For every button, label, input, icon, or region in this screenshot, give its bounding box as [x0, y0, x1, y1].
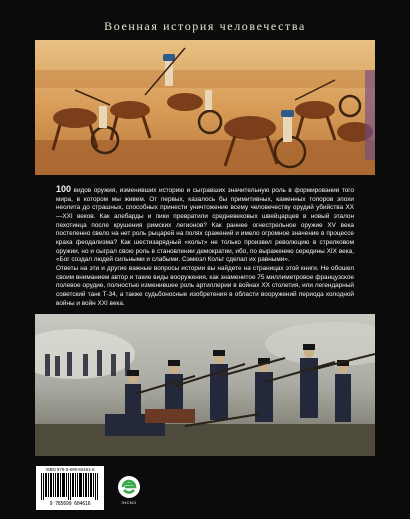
barcode-panel: [36, 466, 104, 510]
chariot-battle-illustration: [35, 40, 375, 175]
blurb-paragraph-2: Ответы на эти и другие важные вопросы истории вы найдете на страницах этой книги. Не обошел своим вниманием автор и такие виды вооружения, как знаменитое 75 миллиметровое французское полевое орудие, полностью изменившее роль артиллерии в войнах XX столетия, или легендарный советский танк Т-34, а также судьбоносные изобретения в области вооружений периода холодной войны и войн XXI века.: [56, 264, 354, 307]
isbn-number: ISBN 978-5-699-60461-6: [45, 467, 95, 472]
eksmo-logo-icon: [112, 475, 146, 501]
publisher-name: ЭКСМО: [121, 501, 137, 505]
barcode-bars: [41, 473, 99, 500]
lead-number: 100: [56, 184, 72, 194]
book-description: [56, 185, 354, 308]
infantry-battle-illustration: [35, 314, 375, 456]
eksmo-logo: [112, 475, 146, 509]
ean-digits: 9 785699 604616: [49, 501, 91, 507]
blurb-paragraph-1: [56, 185, 354, 265]
blurb-paragraph-1-text: видов оружия, изменивших историю и сыгравших значительную роль в формировании того мира, в котором мы живем. От первых, казалось бы примитивных, каменных топоров эпохи неолита до страшных, способных принести уничтожение всему человечеству орудий убийства XX—XXI веков. Как алебарды и пики превратили средневековых швейцарцев в новый эталон пехотинца после крушения римских легионов? Как раннее огнестрельное оружие XV века постепенно свело на нет роль рыцарей на полях сражений и имело огромное значение в процессе краха феодализма? Как шестизарядный «кольт» не только произвел революцию в стрелковом оружии, но и сыграл свою роль в становлении демократии, ибо, по выражению середины XIX века, «Бог создал людей сильными и слабыми. Сэмюэл Кольт сделал их равными».: [56, 187, 354, 264]
book-series-title: Военная история человечества: [104, 19, 306, 33]
